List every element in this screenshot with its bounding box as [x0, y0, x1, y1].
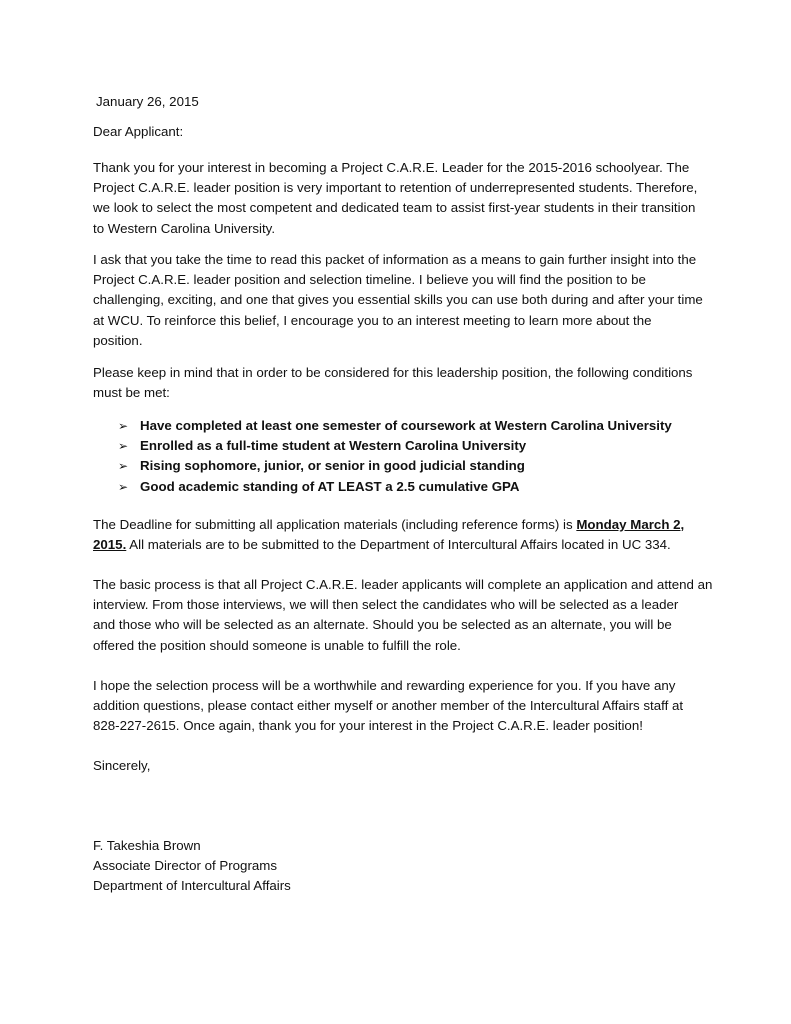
arrow-bullet-icon: ➢: [118, 459, 129, 474]
deadline-date-part1: Monday March 2,: [576, 517, 685, 532]
paragraph-line: offered the position should someone is unable to fulfill the role.: [93, 637, 461, 653]
signature-block: [93, 836, 705, 897]
condition-item: [118, 416, 672, 436]
signer-name: F. Takeshia Brown: [93, 838, 201, 853]
paragraph-line: position.: [93, 332, 143, 348]
paragraph-line: Project C.A.R.E. leader position and selection timeline. I believe you will find the position to be: [93, 272, 646, 288]
paragraph-process: [93, 575, 713, 656]
condition-text: Enrolled as a full-time student at Western Carolina University: [140, 438, 527, 454]
deadline-prefix: The Deadline for submitting all application materials (including reference forms) is: [93, 517, 577, 532]
paragraph-line: Project C.A.R.E. leader position is very important to retention of underrepresented students. Therefore,: [93, 180, 698, 196]
condition-text: Rising sophomore, junior, or senior in good judicial standing: [140, 458, 525, 474]
paragraph-line: challenging, exciting, and one that gives you essential skills you can use both during and after your time: [93, 292, 703, 308]
paragraph-line: we look to select the most competent and dedicated team to assist first-year students in their transition: [93, 200, 696, 216]
signer-department: Department of Intercultural Affairs: [93, 878, 291, 894]
paragraph-line: Thank you for your interest in becoming a Project C.A.R.E. Leader for the 2015-2016 schoolyear. The: [93, 160, 690, 175]
arrow-bullet-icon: ➢: [118, 419, 129, 433]
closing-text: Sincerely,: [93, 758, 151, 773]
salutation-text: Dear Applicant:: [93, 124, 184, 139]
arrow-bullet-icon: ➢: [118, 479, 129, 494]
paragraph-deadline: [93, 515, 705, 555]
paragraph-line: [93, 535, 705, 555]
paragraph-line: must be met:: [93, 385, 170, 401]
arrow-bullet-icon: ➢: [118, 439, 129, 454]
paragraph-line: to Western Carolina University.: [93, 220, 276, 236]
paragraph-line: interview. From those interviews, we will then select the candidates who will be selected as a leader: [93, 597, 679, 613]
paragraph-packet-info: [93, 250, 705, 351]
paragraph-line: 828-227-2615. Once again, thank you for your interest in the Project C.A.R.E. leader position!: [93, 718, 643, 734]
condition-text: Have completed at least one semester of coursework at Western Carolina University: [140, 418, 672, 433]
letter-date: [96, 92, 708, 112]
closing: [93, 756, 705, 776]
paragraph-line: I hope the selection process will be a worthwhile and rewarding experience for you. If you have any: [93, 678, 676, 693]
deadline-date-part2: 2015.: [93, 537, 127, 553]
conditions-list: [118, 416, 672, 497]
deadline-suffix: All materials are to be submitted to the Department of Intercultural Affairs located in UC 334.: [126, 537, 671, 553]
paragraph-line: and those who will be selected as an alternate. Should you be selected as an alternate, you will be: [93, 617, 672, 633]
paragraph-line: [93, 515, 705, 535]
paragraph-line: at WCU. To reinforce this belief, I encourage you to an interest meeting to learn more about the: [93, 312, 652, 328]
date-text: January 26, 2015: [96, 94, 199, 109]
signer-title: Associate Director of Programs: [93, 858, 278, 874]
paragraph-line: I ask that you take the time to read this packet of information as a means to gain further insight into the: [93, 252, 697, 267]
paragraph-intro: [93, 158, 705, 239]
condition-text: Good academic standing of AT LEAST a 2.5 cumulative GPA: [140, 478, 520, 494]
condition-item: [118, 436, 672, 456]
paragraph-conditions-intro: [93, 363, 705, 403]
paragraph-line: Please keep in mind that in order to be considered for this leadership position, the following conditions: [93, 365, 693, 380]
salutation: [93, 122, 705, 142]
condition-item: [118, 456, 672, 476]
condition-item: [118, 477, 672, 497]
paragraph-line: addition questions, please contact either myself or another member of the Intercultural Affairs staff at: [93, 698, 684, 714]
paragraph-line: The basic process is that all Project C.A.R.E. leader applicants will complete an application and attend an: [93, 577, 713, 592]
paragraph-closing-remarks: [93, 676, 705, 737]
